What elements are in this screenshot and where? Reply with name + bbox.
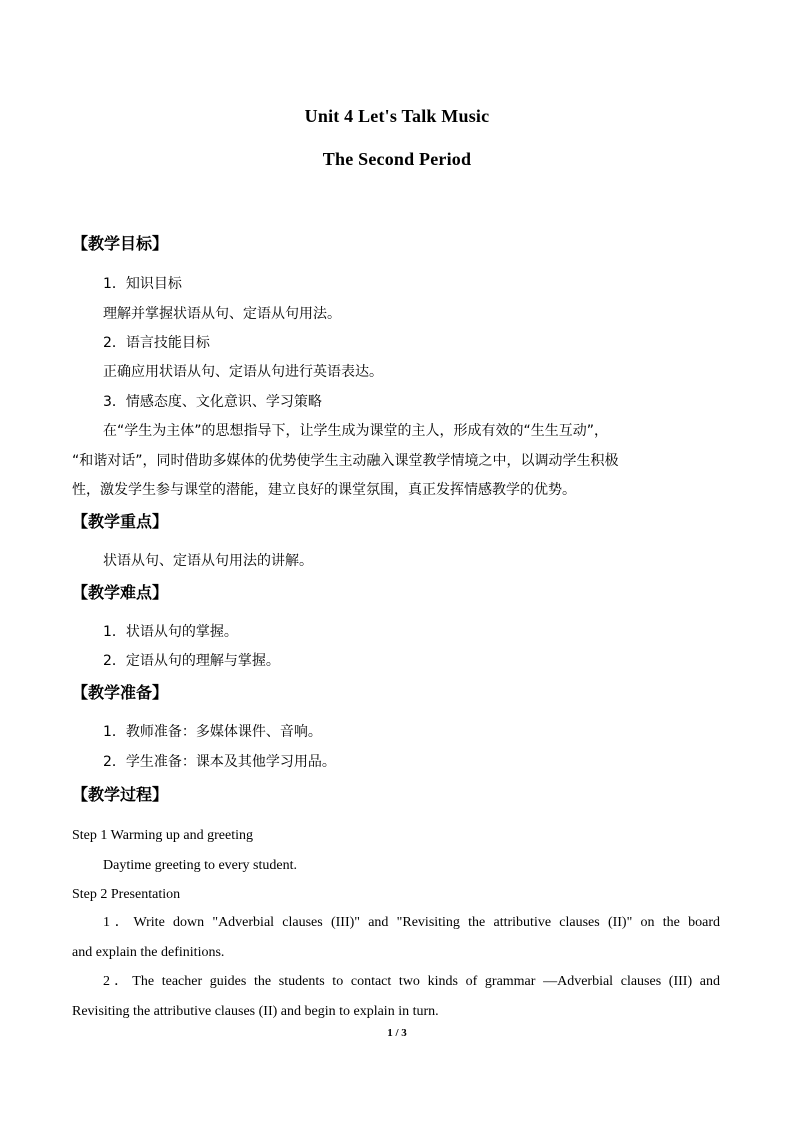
step-2-title: Step 2 Presentation [72,887,181,902]
section-heading-difficulties: 【教学难点】 [72,583,169,602]
step-2-item-1-line-2: and explain the definitions. [72,945,225,960]
section-heading-preparation: 【教学准备】 [72,683,169,702]
step-2-item-2-line-2: Revisiting the attributive clauses (II) and begin to explain in turn. [72,1004,439,1019]
objective-3-line-2: “和谐对话”，同时借助多媒体的优势使学生主动融入课堂教学情境之中，以调动学生积极 [72,453,619,469]
objective-2-text: 正确应用状语从句、定语从句进行英语表达。 [103,364,383,380]
section-heading-key-points: 【教学重点】 [72,512,169,531]
step-1-title: Step 1 Warming up and greeting [72,828,253,843]
step-1-text: Daytime greeting to every student. [103,858,297,873]
step-2-item-2-line-1: 2．The teacher guides the students to contact two kinds of grammar —Adverbial clauses (III) and [103,974,720,989]
objective-2-title: 2．语言技能目标 [103,335,210,351]
document-title: Unit 4 Let's Talk Music [304,106,490,126]
objective-1-title: 1．知识目标 [103,276,182,292]
preparation-2: 2．学生准备：课本及其他学习用品。 [103,754,336,770]
difficulty-2: 2．定语从句的理解与掌握。 [103,653,280,669]
objective-1-text: 理解并掌握状语从句、定语从句用法。 [103,306,341,322]
difficulty-1: 1．状语从句的掌握。 [103,624,238,640]
objective-3-line-3: 性，激发学生参与课堂的潜能，建立良好的课堂氛围，真正发挥情感教学的优势。 [72,482,576,498]
section-heading-objectives: 【教学目标】 [72,234,169,253]
objective-3-title: 3．情感态度、文化意识、学习策略 [103,394,322,410]
step-2-item-1-line-1: 1．Write down "Adverbial clauses (III)" and "Revisiting the attributive clauses (II)" on the board [103,915,720,930]
document-subtitle: The Second Period [322,149,472,169]
section-heading-process: 【教学过程】 [72,785,169,804]
objective-3-line-1: 在“学生为主体”的思想指导下，让学生成为课堂的主人，形成有效的“生生互动”， [103,423,609,439]
key-points-text: 状语从句、定语从句用法的讲解。 [103,553,313,569]
page-number: 1 / 3 [387,1027,407,1039]
preparation-1: 1．教师准备：多媒体课件、音响。 [103,724,322,740]
